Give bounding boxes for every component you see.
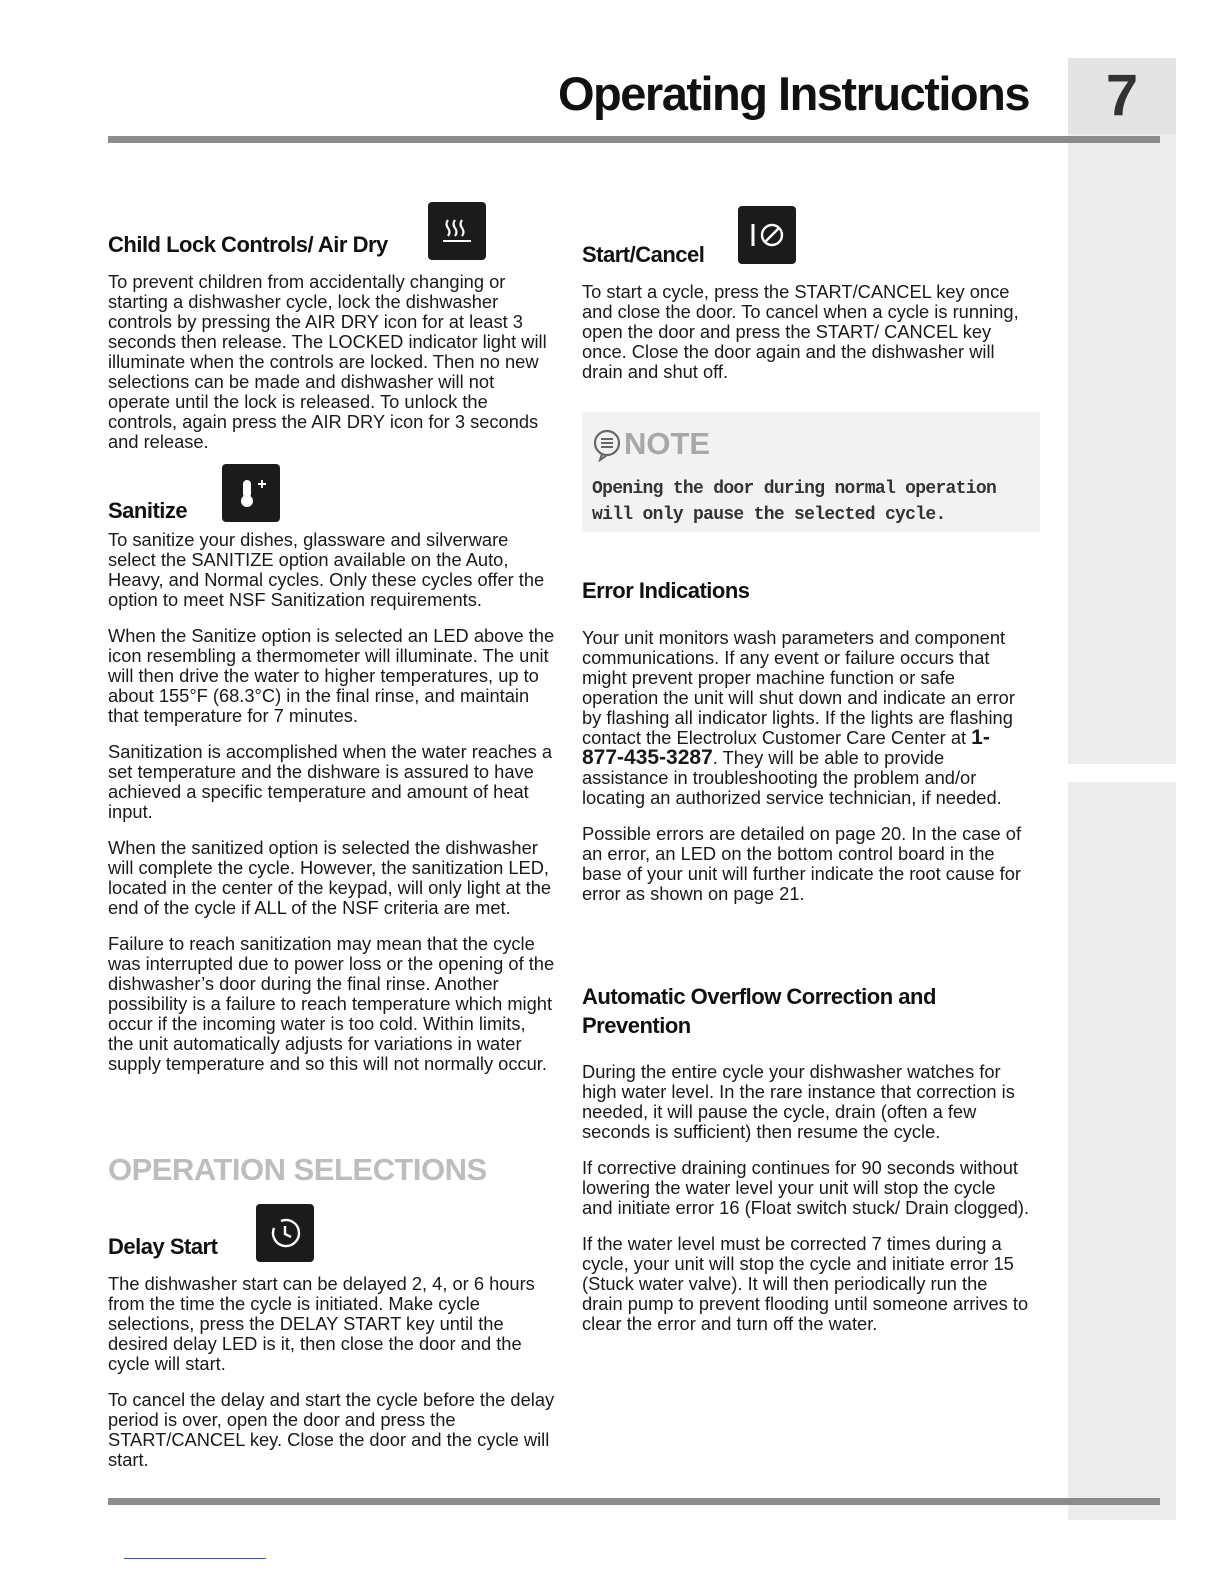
sanitize-paragraph: Failure to reach sanitization may mean that the cycle was interrupted due to power loss or the opening of the dishwasher’s door during the final rinse. Another possibility is a failure to reach temperature which might occur if the incoming water is too cold. Within limits, the unit automatically adjusts for variations in water supply temperature and so this will not normally occur. bbox=[108, 933, 555, 1074]
side-tab-upper bbox=[1068, 134, 1176, 764]
footer-rule bbox=[108, 1498, 1160, 1505]
delay-start-text bbox=[108, 1274, 556, 1486]
overflow-heading: Automatic Overflow Correction and Prevention bbox=[582, 984, 936, 1038]
overflow-paragraph: During the entire cycle your dishwasher watches for high water level. In the rare instance that correction is needed, it will pause the cycle, drain (often a few seconds is sufficient) then resume the cycle. bbox=[582, 1061, 1015, 1142]
sanitize-text bbox=[108, 530, 556, 1090]
page-title: Operating Instructions bbox=[558, 67, 1029, 120]
error-paragraph: Possible errors are detailed on page 20. In the case of an error, an LED on the bottom control board in the base of your unit will further indicate the root cause for error as shown on page 21. bbox=[582, 823, 1022, 904]
operation-selections-heading: OPERATION SELECTIONS bbox=[108, 1152, 487, 1187]
sanitize-paragraph: Sanitization is accomplished when the water reaches a set temperature and the dishware is assured to have achieved a specific temperature and amount of heat input. bbox=[108, 741, 553, 822]
sanitize-heading: Sanitize bbox=[108, 498, 188, 523]
overflow-text bbox=[582, 1062, 1030, 1350]
delay-start-paragraph: The dishwasher start can be delayed 2, 4, or 6 hours from the time the cycle is initiated. Make cycle selections, press the DELAY START key until the desired delay LED is it, then close the door and the cycle will start. bbox=[108, 1273, 535, 1374]
air-dry-icon bbox=[428, 202, 486, 260]
delay-start-heading: Delay Start bbox=[108, 1234, 218, 1259]
customer-care-phone: 1-877-435-3287 bbox=[582, 726, 990, 769]
start-cancel-heading: Start/Cancel bbox=[582, 242, 705, 267]
sanitize-paragraph: To sanitize your dishes, glassware and silverware select the SANITIZE option available on the Auto, Heavy, and Normal cycles. Only these cycles offer the option to meet NSF Sanitization requirements. bbox=[108, 529, 545, 610]
error-text: Your unit monitors wash parameters and component communications. If any event or failure occurs that might prevent proper machine function or safe operation the unit will shut down and indicate an error by flashing all indicator lights. If the lights are flashing contact the Electrolux Customer Care Center at bbox=[582, 627, 1015, 748]
footer-line bbox=[124, 1558, 266, 1559]
error-indications-text bbox=[582, 628, 1030, 920]
overflow-paragraph: If corrective draining continues for 90 seconds without lowering the water level your unit will stop the cycle and initiate error 16 (Float switch stuck/ Drain clogged). bbox=[582, 1157, 1030, 1218]
note-icon bbox=[592, 428, 622, 462]
side-tab-lower bbox=[1068, 782, 1176, 1520]
start-cancel-icon bbox=[738, 206, 796, 264]
start-cancel-text bbox=[582, 282, 1030, 398]
overflow-paragraph: If the water level must be corrected 7 times during a cycle, your unit will stop the cycle and initiate error 15 (Stuck water valve). It will then periodically run the drain pump to prevent flooding until someone arrives to clear the error and turn off the water. bbox=[582, 1233, 1029, 1334]
note-box bbox=[582, 412, 1040, 532]
child-lock-text bbox=[108, 272, 556, 468]
note-text: Opening the door during normal operation will only pause the selected cycle. bbox=[592, 479, 997, 525]
note-label: NOTE bbox=[624, 426, 711, 461]
thermometer-icon bbox=[222, 464, 280, 522]
start-cancel-body: To start a cycle, press the START/CANCEL key once and close the door. To cancel when a cycle is running, open the door and press the START/ CANCEL key once. Close the door again and the dishwasher will drain and shut off. bbox=[582, 281, 1019, 382]
error-indications-heading: Error Indications bbox=[582, 578, 750, 603]
page-number: 7 bbox=[1068, 58, 1176, 134]
child-lock-body: To prevent children from accidentally changing or starting a dishwasher cycle, lock the dishwasher controls by pressing the AIR DRY icon for at least 3 seconds then release. The LOCKED indicator light will illuminate when the controls are locked. Then no new selections can be made and dishwasher will not operate until the lock is released. To unlock the controls, again press the AIR DRY icon for 3 seconds and release. bbox=[108, 271, 547, 452]
error-text: . They will be able to provide assistance in troubleshooting the problem and/or locating an authorized service technician, if needed. bbox=[582, 747, 1002, 808]
error-paragraph bbox=[582, 628, 1030, 808]
sanitize-paragraph: When the sanitized option is selected the dishwasher will complete the cycle. However, the sanitization LED, located in the center of the keypad, will only light at the end of the cycle if ALL of the NSF criteria are met. bbox=[108, 837, 552, 918]
header-rule bbox=[108, 136, 1160, 143]
clock-icon bbox=[256, 1204, 314, 1262]
child-lock-heading: Child Lock Controls/ Air Dry bbox=[108, 232, 388, 257]
delay-start-paragraph: To cancel the delay and start the cycle before the delay period is over, open the door and press the START/CANCEL key. Close the door and the cycle will start. bbox=[108, 1389, 555, 1470]
sanitize-paragraph: When the Sanitize option is selected an LED above the icon resembling a thermometer will illuminate. The unit will then drive the water to higher temperatures, up to about 155°F (68.3°C) in the final rinse, and maintain that temperature for 7 minutes. bbox=[108, 625, 555, 726]
